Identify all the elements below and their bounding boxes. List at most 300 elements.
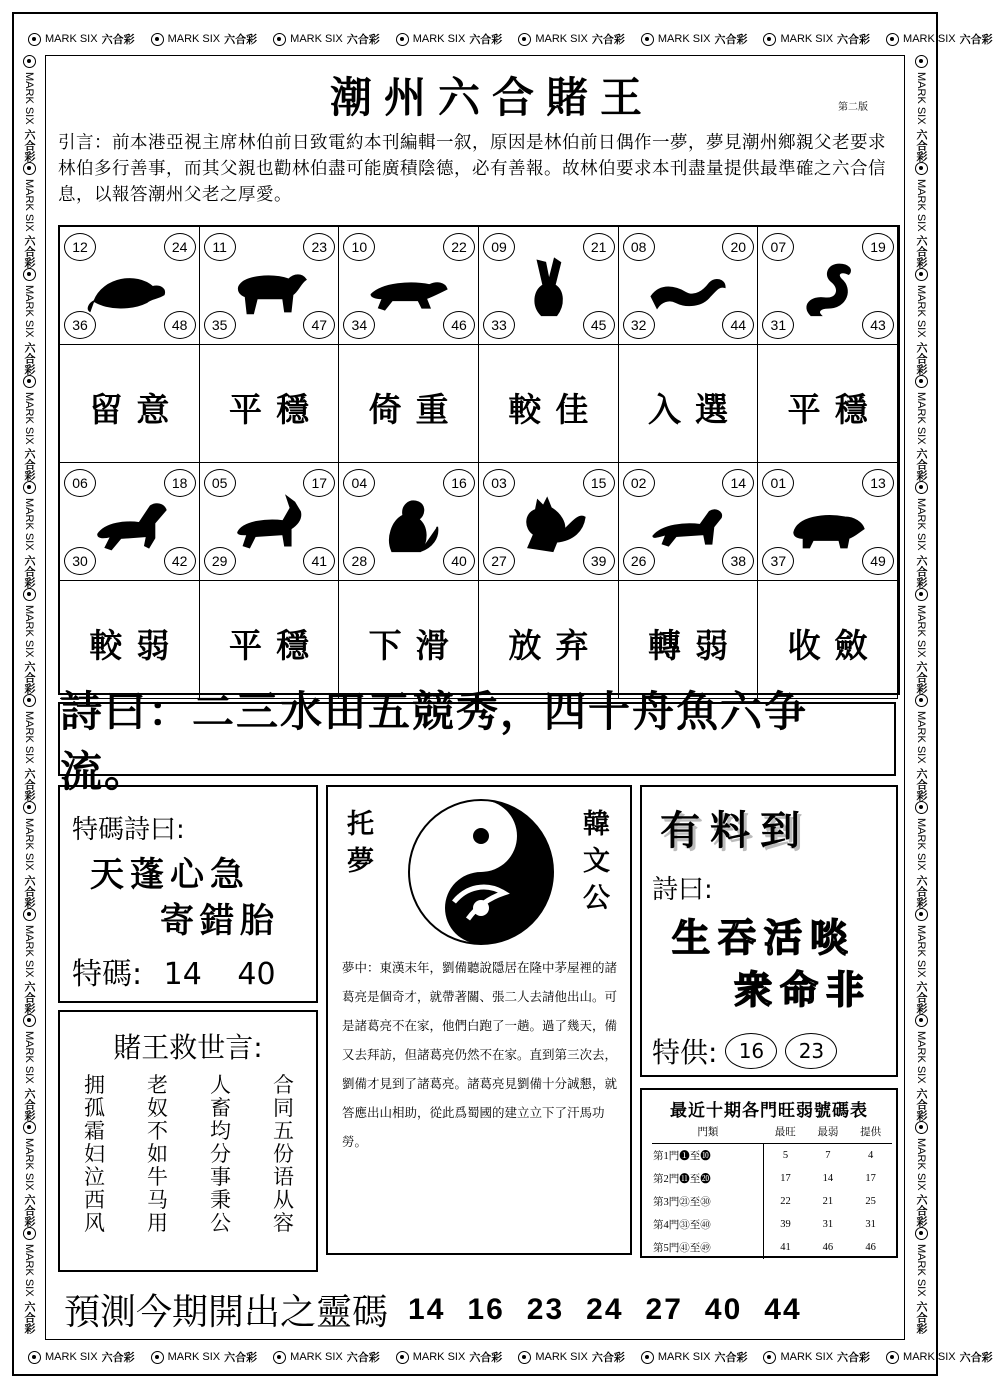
offer-header: 提供 [849, 1120, 892, 1144]
gambler-char: 如 [147, 1142, 168, 1166]
flower-icon [23, 1014, 36, 1027]
brand-zh: 六合彩 [915, 1087, 928, 1121]
brand-zh: 六合彩 [915, 448, 928, 482]
gambler-char: 从 [273, 1188, 294, 1212]
youliao-code-1: 16 [725, 1033, 777, 1069]
brand-zh: 六合彩 [346, 1351, 380, 1364]
brand-en: MARK SIX [915, 391, 927, 445]
prediction-label: 預測今期開出之靈碼 [64, 1292, 389, 1333]
brand-zh: 六合彩 [915, 661, 928, 695]
brand-item [13, 1227, 45, 1334]
brand-en: MARK SIX [23, 72, 35, 125]
zodiac-number: 33 [483, 311, 515, 339]
zodiac-word: 倚重 [368, 390, 463, 429]
zodiac-number: 04 [343, 469, 375, 497]
gambler-char: 均 [210, 1119, 231, 1143]
flower-icon [915, 908, 928, 921]
brand-item [13, 481, 45, 588]
brand-zh: 六合彩 [23, 554, 36, 588]
brand-zh: 六合彩 [23, 341, 36, 375]
gambler-char: 事 [210, 1165, 231, 1189]
flower-icon [23, 481, 36, 494]
brand-en: MARK SIX [657, 1351, 711, 1363]
zodiac-number: 26 [623, 547, 655, 575]
flower-icon [915, 1121, 928, 1134]
special-code [72, 949, 276, 993]
table-cell-weak: 21 [822, 1196, 834, 1207]
flower-icon [915, 55, 928, 68]
dream-right-label: 韓文公 [578, 809, 609, 920]
brand-zh: 六合彩 [915, 1194, 928, 1228]
gambler-char: 马 [147, 1188, 168, 1212]
brand-en: MARK SIX [45, 33, 98, 45]
zodiac-number: 45 [583, 311, 615, 339]
zodiac-word-cell [758, 345, 898, 463]
main-poem: 詩曰：二三水田五競秀，四十舟魚六争流。 [58, 702, 896, 776]
table-cell-door: 第2門⓫至⓴ [652, 1167, 764, 1190]
zodiac-word-cell [619, 345, 759, 463]
flower-icon [886, 1351, 899, 1364]
table-cell-offer: 17 [865, 1173, 876, 1184]
gambler-char: 霜 [84, 1119, 105, 1143]
flower-icon [28, 1351, 41, 1364]
border-left [16, 55, 42, 1345]
special-code-2: 40 [237, 957, 276, 992]
flower-icon [23, 1227, 36, 1240]
brand-en: MARK SIX [23, 818, 35, 871]
brand-item [13, 1014, 45, 1121]
zodiac-word: 下滑 [368, 626, 463, 665]
hot-header: 最旺 [764, 1120, 807, 1144]
special-code-label: 特碼: [72, 957, 143, 992]
zodiac-number: 06 [64, 469, 96, 497]
gambler-char: 风 [84, 1211, 105, 1235]
gambler-char: 拥 [84, 1073, 105, 1097]
brand-zh: 六合彩 [915, 981, 928, 1015]
gambler-char: 泣 [84, 1165, 105, 1189]
brand-item [265, 31, 388, 47]
brand-en: MARK SIX [535, 33, 588, 45]
zodiac-word-cell [479, 345, 619, 463]
zodiac-number: 27 [483, 547, 515, 575]
brand-item [143, 31, 266, 47]
gambler-char: 奴 [147, 1096, 168, 1120]
zodiac-number: 09 [483, 233, 515, 261]
brand-en: MARK SIX [915, 285, 927, 338]
table-cell-hot: 39 [780, 1219, 791, 1230]
special-poem-line2: 寄錯胎 [160, 901, 280, 941]
table-row [652, 1190, 892, 1213]
gambler-char: 孤 [84, 1096, 105, 1120]
zodiac-number: 11 [204, 233, 236, 261]
brand-item [13, 162, 45, 269]
prediction-number: 23 [526, 1292, 565, 1326]
youliao-code-2: 23 [785, 1033, 837, 1069]
brand-item [905, 588, 937, 695]
zodiac-number: 47 [303, 311, 335, 339]
gambler-char: 人 [210, 1073, 231, 1097]
brand-zh: 六合彩 [346, 33, 380, 46]
brand-en: MARK SIX [23, 1137, 35, 1191]
table-cell-weak: 14 [822, 1173, 834, 1184]
prediction-number: 14 [408, 1292, 446, 1326]
table-cell-offer: 31 [865, 1219, 876, 1230]
brand-en: MARK SIX [23, 1031, 35, 1084]
brand-en: MARK SIX [412, 33, 466, 45]
brand-item [905, 55, 937, 162]
gambler-char: 秉 [210, 1188, 231, 1212]
intro-text: 引言：前本港亞視主席林伯前日致電約本刊編輯一叙，原因是林伯前日偶作一夢，夢見潮州鄉親父老要求林伯多行善事，而其父親也勸林伯盡可能廣積陰德，必有善報。故林伯要求本刊盡量提供最準確之六合信息，以報答潮州父老之厚愛。 [58, 133, 886, 205]
brand-zh: 六合彩 [915, 1300, 928, 1334]
zodiac-number: 34 [343, 311, 375, 339]
zodiac-cell [479, 227, 619, 345]
brand-en: MARK SIX [23, 711, 35, 765]
gambler-column [210, 1074, 231, 1235]
table-cell-hot: 5 [782, 1150, 789, 1161]
brand-item [878, 31, 1001, 47]
brand-item [388, 1349, 511, 1365]
zodiac-cell [479, 463, 619, 581]
brand-en: MARK SIX [412, 1351, 466, 1363]
brand-en: MARK SIX [290, 33, 343, 45]
zodiac-number: 46 [443, 311, 475, 339]
flower-icon [23, 908, 36, 921]
brand-zh: 六合彩 [959, 1351, 993, 1364]
zodiac-number: 44 [722, 311, 754, 339]
gambler-char: 语 [273, 1165, 294, 1189]
monkey-icon [364, 483, 454, 563]
special-code-1: 14 [163, 957, 202, 992]
rat-icon [85, 247, 175, 327]
brand-en: MARK SIX [23, 498, 35, 551]
zodiac-number: 16 [443, 469, 475, 497]
border-bottom [20, 1346, 993, 1368]
rooster-icon [504, 483, 594, 563]
border-top [20, 28, 993, 50]
brand-en: MARK SIX [23, 604, 35, 658]
zodiac-cell [200, 463, 340, 581]
brand-item [510, 1349, 633, 1365]
brand-item [633, 31, 756, 47]
prediction-row [64, 1284, 894, 1335]
snake-icon [783, 247, 873, 327]
gambler-char: 西 [84, 1188, 105, 1212]
zodiac-number: 32 [623, 311, 655, 339]
zodiac-number: 20 [722, 233, 754, 261]
brand-zh: 六合彩 [469, 1351, 503, 1364]
horse-icon [85, 483, 175, 563]
tiger-icon [364, 247, 454, 327]
flower-icon [396, 1351, 409, 1364]
brand-en: MARK SIX [915, 1244, 927, 1297]
zodiac-number: 23 [303, 233, 335, 261]
gambler-char: 不 [147, 1119, 168, 1143]
flower-icon [915, 1014, 928, 1027]
brand-item [905, 908, 937, 1015]
zodiac-number: 10 [343, 233, 375, 261]
gambler-char: 畜 [210, 1096, 231, 1120]
page-title: 潮州六合賭王 [330, 73, 655, 122]
brand-item [13, 694, 45, 801]
brand-en: MARK SIX [915, 178, 927, 232]
youliao-code-label: 特供: [652, 1036, 718, 1069]
brand-zh: 六合彩 [915, 874, 928, 908]
special-poem-box [58, 785, 318, 1003]
table-row [652, 1213, 892, 1236]
gambler-char: 用 [147, 1211, 168, 1235]
gambler-char: 份 [273, 1142, 294, 1166]
border-right [908, 55, 934, 1345]
brand-item [905, 481, 937, 588]
table-cell-weak: 46 [822, 1242, 834, 1253]
brand-zh: 六合彩 [23, 1300, 36, 1334]
brand-zh: 六合彩 [837, 1351, 871, 1364]
brand-item [13, 801, 45, 908]
brand-zh: 六合彩 [23, 1087, 36, 1121]
zodiac-number: 18 [164, 469, 196, 497]
prediction-numbers [408, 1293, 802, 1327]
brand-zh: 六合彩 [915, 554, 928, 588]
table-cell-offer: 25 [865, 1196, 876, 1207]
brand-zh: 六合彩 [714, 33, 748, 46]
brand-en: MARK SIX [915, 1137, 927, 1191]
youliao-code [652, 1031, 837, 1071]
brand-en: MARK SIX [23, 924, 35, 978]
brand-zh: 六合彩 [23, 448, 36, 482]
zodiac-word: 入選 [647, 390, 742, 429]
youliao-line1: 生吞活啖 [672, 916, 857, 960]
brand-item [13, 375, 45, 482]
zodiac-cell [758, 227, 898, 345]
brand-item [13, 268, 45, 375]
brand-en: MARK SIX [23, 1244, 35, 1297]
brand-en: MARK SIX [915, 818, 927, 871]
table-cell-door: 第4門㉛至㊵ [652, 1213, 764, 1236]
flower-icon [23, 588, 36, 601]
brand-zh: 六合彩 [714, 1351, 748, 1364]
zodiac-word-cell [339, 345, 479, 463]
door-table [652, 1120, 892, 1259]
brand-en: MARK SIX [915, 604, 927, 658]
brand-en: MARK SIX [23, 178, 35, 232]
brand-zh: 六合彩 [23, 661, 36, 695]
brand-item [905, 1014, 937, 1121]
table-cell-door: 第1門❶至❿ [652, 1144, 764, 1168]
special-poem-title: 特碼詩曰: [72, 815, 185, 845]
zodiac-cell [619, 227, 759, 345]
gambler-char: 老 [147, 1073, 168, 1097]
zodiac-number: 43 [862, 311, 894, 339]
flower-icon [886, 33, 899, 46]
zodiac-cell [758, 463, 898, 581]
dragon-icon [644, 247, 734, 327]
flower-icon [763, 1351, 776, 1364]
zodiac-word: 較佳 [508, 390, 603, 429]
brand-en: MARK SIX [780, 33, 834, 45]
brand-en: MARK SIX [167, 33, 221, 45]
brand-zh: 六合彩 [837, 33, 871, 46]
zodiac-number: 15 [583, 469, 615, 497]
flower-icon [23, 801, 36, 814]
table-cell-hot: 22 [780, 1196, 791, 1207]
gambler-saying-box [58, 1010, 318, 1272]
special-poem-line1: 天蓬心急 [90, 855, 250, 895]
brand-item [905, 162, 937, 269]
table-cell-weak: 7 [825, 1150, 831, 1161]
zodiac-word: 放弃 [508, 626, 603, 665]
flower-icon [151, 1351, 164, 1364]
zodiac-cell [619, 463, 759, 581]
zodiac-word-cell [200, 345, 340, 463]
flower-icon [23, 55, 36, 68]
zodiac-cell [339, 227, 479, 345]
flower-icon [915, 1227, 928, 1240]
table-cell-hot: 17 [780, 1173, 791, 1184]
brand-zh: 六合彩 [469, 33, 503, 46]
brand-en: MARK SIX [535, 1351, 588, 1363]
table-cell-offer: 46 [865, 1242, 876, 1253]
flower-icon [641, 1351, 654, 1364]
brand-zh: 六合彩 [224, 1351, 258, 1364]
zodiac-word: 平穩 [228, 626, 323, 665]
zodiac-grid [58, 225, 900, 695]
brand-item [878, 1349, 1001, 1365]
brand-en: MARK SIX [915, 72, 927, 125]
gambler-title: 賭王救世言: [113, 1031, 263, 1064]
dream-box [326, 785, 632, 1255]
brand-en: MARK SIX [915, 924, 927, 978]
brand-item [510, 31, 633, 47]
brand-zh: 六合彩 [101, 33, 135, 46]
zodiac-number: 38 [722, 547, 754, 575]
brand-item [905, 375, 937, 482]
prediction-number: 24 [586, 1292, 624, 1326]
brand-en: MARK SIX [23, 391, 35, 445]
brand-item [905, 801, 937, 908]
zodiac-word: 轉弱 [647, 626, 742, 665]
flower-icon [915, 694, 928, 707]
door-header: 門類 [652, 1120, 764, 1144]
brand-en: MARK SIX [167, 1351, 221, 1363]
flower-icon [763, 33, 776, 46]
brand-zh: 六合彩 [101, 1351, 135, 1364]
youliao-line2: 衆命非 [734, 968, 873, 1012]
zodiac-number: 37 [762, 547, 794, 575]
brand-item [905, 1227, 937, 1334]
zodiac-cell [339, 463, 479, 581]
flower-icon [915, 162, 928, 175]
brand-en: MARK SIX [780, 1351, 834, 1363]
gambler-column [147, 1074, 168, 1235]
brand-item [905, 268, 937, 375]
table-cell-offer: 4 [868, 1150, 874, 1161]
zodiac-number: 48 [164, 311, 196, 339]
flower-icon [518, 33, 531, 46]
flower-icon [915, 588, 928, 601]
brand-zh: 六合彩 [915, 128, 928, 162]
flower-icon [151, 33, 164, 46]
gambler-columns [84, 1074, 294, 1235]
brand-zh: 六合彩 [591, 33, 625, 46]
zodiac-cell [60, 227, 200, 345]
brand-zh: 六合彩 [23, 128, 36, 162]
zodiac-number: 30 [64, 547, 96, 575]
zodiac-word: 平穩 [228, 390, 323, 429]
gambler-char: 妇 [84, 1142, 105, 1166]
brand-en: MARK SIX [903, 33, 956, 45]
prediction-number: 44 [764, 1292, 802, 1326]
brand-zh: 六合彩 [23, 768, 36, 802]
flower-icon [28, 33, 41, 46]
table-cell-hot: 41 [780, 1242, 791, 1253]
dream-left-label: 托夢 [342, 809, 373, 883]
zodiac-number: 39 [583, 547, 615, 575]
brand-en: MARK SIX [45, 1351, 98, 1363]
brand-item [755, 1349, 878, 1365]
brand-en: MARK SIX [23, 285, 35, 338]
edition-label: 第二版 [838, 102, 868, 113]
flower-icon [641, 33, 654, 46]
ox-icon [225, 247, 315, 327]
zodiac-word: 平穩 [787, 390, 882, 429]
brand-en: MARK SIX [657, 33, 711, 45]
gambler-column [273, 1074, 294, 1235]
brand-zh: 六合彩 [224, 33, 258, 46]
zodiac-number: 41 [303, 547, 335, 575]
flower-icon [915, 801, 928, 814]
gambler-char: 公 [210, 1211, 231, 1235]
rabbit-icon [504, 247, 594, 327]
youliao-sub: 詩曰: [652, 875, 713, 905]
zodiac-number: 14 [722, 469, 754, 497]
zodiac-number: 42 [164, 547, 196, 575]
youliao-box [640, 785, 898, 1077]
table-row [652, 1144, 892, 1168]
zodiac-cell [60, 463, 200, 581]
brand-item [13, 908, 45, 1015]
zodiac-number: 08 [623, 233, 655, 261]
prediction-number: 16 [467, 1292, 505, 1326]
dream-story: 夢中：東漢末年，劉備聽說隱居在隆中茅屋裡的諸葛亮是個奇才，就帶著關、張二人去請他出山。可是諸葛亮不在家，他們白跑了一趟。過了幾天，備又去拜訪，但諸葛亮仍然不在家。直到第三次去，劉備才見到了諸葛亮。諸葛亮見劉備十分誠懇，就答應出山相助，從此爲蜀國的建立立下了汗馬功勞。 [342, 960, 618, 1149]
flower-icon [23, 162, 36, 175]
yin-yang-icon [406, 797, 556, 947]
zodiac-number: 31 [762, 311, 794, 339]
brand-item [13, 588, 45, 695]
brand-en: MARK SIX [915, 498, 927, 551]
brand-item [905, 694, 937, 801]
brand-item [905, 1121, 937, 1228]
table-row [652, 1167, 892, 1190]
zodiac-number: 05 [204, 469, 236, 497]
gambler-char: 牛 [147, 1165, 168, 1189]
flower-icon [273, 1351, 286, 1364]
gambler-column [84, 1074, 105, 1235]
brand-item [755, 31, 878, 47]
table-cell-door: 第3門㉑至㉚ [652, 1190, 764, 1213]
brand-item [633, 1349, 756, 1365]
flower-icon [23, 375, 36, 388]
zodiac-number: 28 [343, 547, 375, 575]
flower-icon [915, 481, 928, 494]
zodiac-number: 40 [443, 547, 475, 575]
brand-item [388, 31, 511, 47]
brand-en: MARK SIX [915, 1031, 927, 1084]
pig-icon [783, 483, 873, 563]
flower-icon [23, 694, 36, 707]
brand-en: MARK SIX [915, 711, 927, 765]
table-cell-door: 第5門㊶至㊾ [652, 1236, 764, 1259]
brand-zh: 六合彩 [23, 235, 36, 269]
